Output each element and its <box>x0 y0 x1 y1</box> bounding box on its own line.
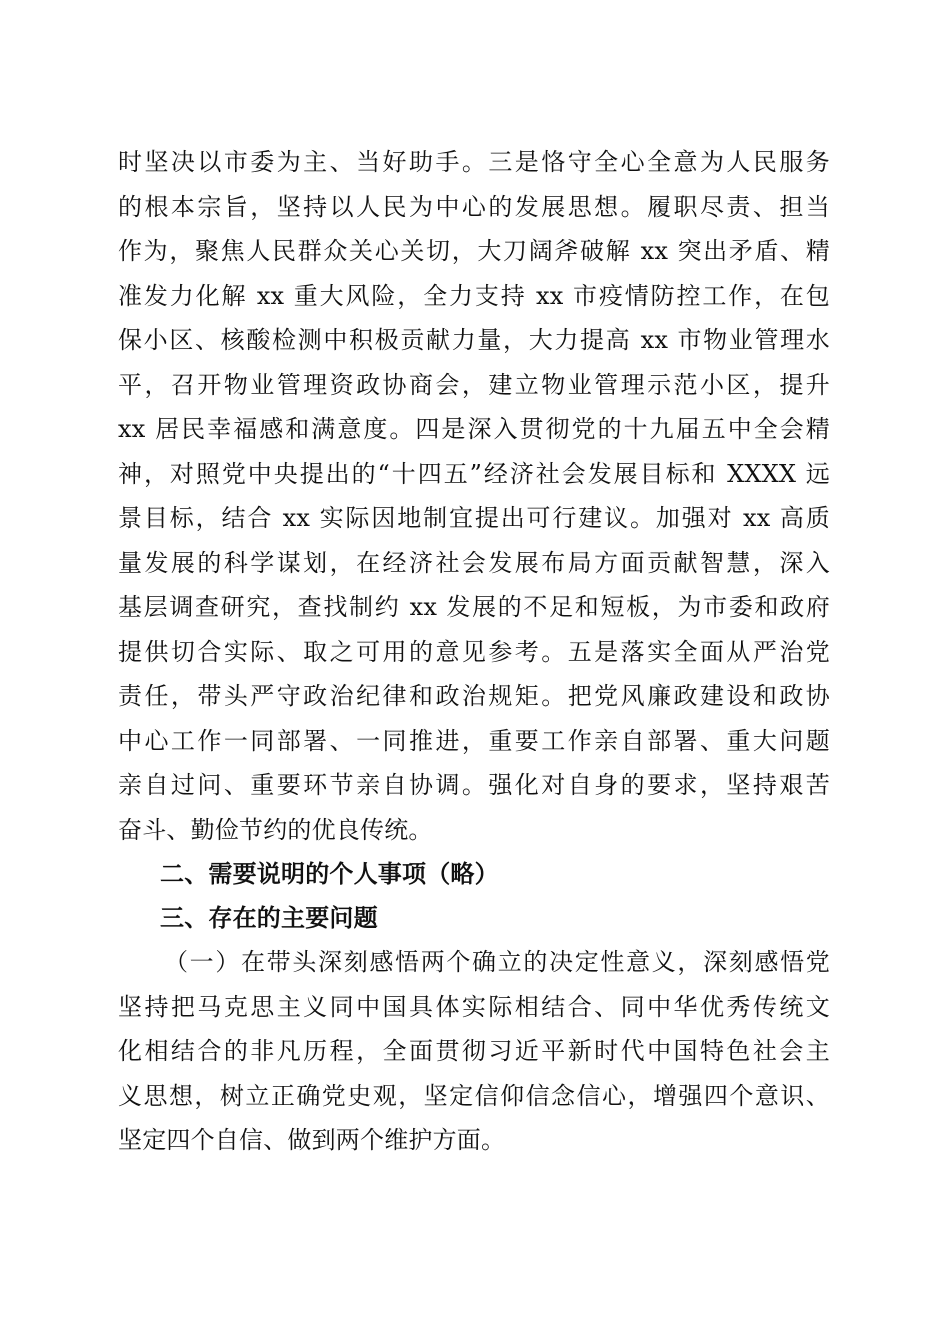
text-line: 亲自过问、重要环节亲自协调。强化对自身的要求，坚持艰苦 <box>118 771 830 799</box>
text-line: 中心工作一同部署、一同推进，重要工作亲自部署、重大问题 <box>118 726 830 755</box>
section-heading-main-problems: 三、存在的主要问题 <box>160 904 378 932</box>
text-line: 作为，聚焦人民群众关心关切，大刀阔斧破解 xx 突出矛盾、精 <box>118 237 830 265</box>
text-line: 坚定四个自信、做到两个维护方面。 <box>118 1126 506 1154</box>
text-line: 坚持把马克思主义同中国具体实际相结合、同中华优秀传统文 <box>118 992 830 1021</box>
document-body <box>118 140 830 1163</box>
text-line: 基层调查研究，查找制约 xx 发展的不足和短板，为市委和政府 <box>118 593 830 621</box>
text-line: 神，对照党中央提出的“十四五”经济社会发展目标和 XXXX 远 <box>118 459 830 488</box>
text-line: 量发展的科学谋划，在经济社会发展布局方面贡献智慧，深入 <box>118 548 830 577</box>
text-line: 准发力化解 xx 重大风险，全力支持 xx 市疫情防控工作，在包 <box>118 281 830 310</box>
section-heading-personal-matters: 二、需要说明的个人事项（略） <box>160 860 499 888</box>
text-line: 时坚决以市委为主、当好助手。三是恪守全心全意为人民服务 <box>118 148 830 176</box>
text-line: 奋斗、勤俭节约的优良传统。 <box>118 815 433 844</box>
text-line: 景目标，结合 xx 实际因地制宜提出可行建议。加强对 xx 高质 <box>118 504 830 532</box>
paragraph-problem-one <box>118 940 830 1163</box>
text-line: 平，召开物业管理资政协商会，建立物业管理示范小区，提升 <box>118 370 830 399</box>
text-line: 的根本宗旨，坚持以人民为中心的发展思想。履职尽责、担当 <box>118 192 830 221</box>
text-line: 责任，带头严守政治纪律和政治规矩。把党风廉政建设和政协 <box>118 682 830 710</box>
text-line: （一）在带头深刻感悟两个确立的决定性意义，深刻感悟党 <box>164 948 830 976</box>
text-line: 保小区、核酸检测中积极贡献力量，大力提高 xx 市物业管理水 <box>118 326 830 354</box>
text-line: 义思想，树立正确党史观，坚定信仰信念信心，增强四个意识、 <box>118 1081 830 1110</box>
text-line: 化相结合的非凡历程，全面贯彻习近平新时代中国特色社会主 <box>118 1037 830 1065</box>
text-line: xx 居民幸福感和满意度。四是深入贯彻党的十九届五中全会精 <box>118 415 830 443</box>
paragraph-continuation <box>118 140 830 852</box>
text-line: 提供切合实际、取之可用的意见参考。五是落实全面从严治党 <box>118 637 830 666</box>
